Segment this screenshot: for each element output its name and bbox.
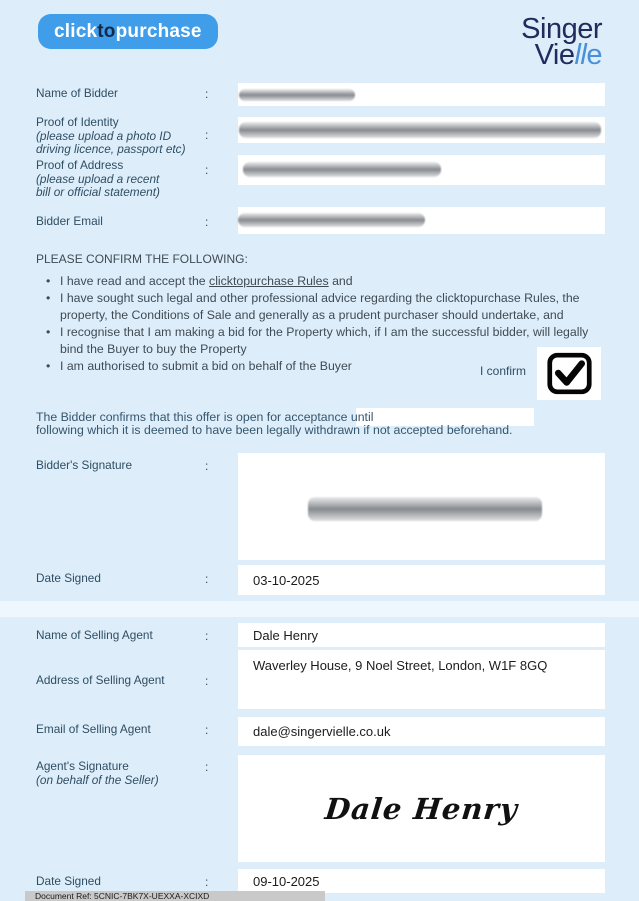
agent-name-label: Name of Selling Agent bbox=[36, 628, 153, 642]
confirm-bullet-2: • I have sought such legal and other professional advice regarding the clicktopurchase Rules, the property, the Conditions of Sale and generally as a prudent purchaser should undertake, and bbox=[46, 290, 606, 324]
agent-signature-script: Dale Henry bbox=[323, 791, 520, 826]
brand-line1: Singer bbox=[521, 13, 602, 45]
brand-line2: Vielle bbox=[534, 39, 602, 71]
date-signed-label: Date Signed bbox=[36, 571, 101, 585]
date-signed-field[interactable] bbox=[238, 565, 605, 595]
agent-date-signed-label: Date Signed bbox=[36, 874, 101, 888]
agent-date-signed-value: 09-10-2025 bbox=[253, 873, 320, 889]
proof-of-address-field[interactable] bbox=[238, 155, 605, 185]
colon: : bbox=[205, 674, 209, 688]
agent-email-label: Email of Selling Agent bbox=[36, 722, 151, 736]
section-divider-band bbox=[0, 601, 639, 617]
agent-signature-field[interactable] bbox=[238, 755, 605, 862]
acceptance-line1: The Bidder confirms that this offer is open for acceptance until bbox=[36, 410, 374, 424]
logo-text-click: click bbox=[54, 20, 98, 42]
bidder-signature-label: Bidder's Signature bbox=[36, 458, 133, 472]
identity-note-line1: (please upload a photo ID bbox=[36, 128, 172, 143]
redacted-email-value bbox=[238, 213, 425, 227]
confirm-bullet-3: • I recognise that I am making a bid for the Property which, if I am the successful bidder, will legally bind the Buyer to buy the Property bbox=[46, 324, 606, 358]
confirm-bullet-4: • I am authorised to submit a bid on behalf of the Buyer bbox=[46, 358, 606, 375]
identity-note-line2: driving licence, passport etc) bbox=[36, 142, 186, 156]
agent-email-field[interactable] bbox=[238, 717, 605, 746]
agent-signature-label: Agent's Signature (on behalf of the Seller) bbox=[36, 759, 159, 787]
colon: : bbox=[205, 760, 209, 774]
colon: : bbox=[205, 128, 209, 142]
agent-address-field[interactable] bbox=[238, 650, 605, 709]
singer-vielle-logo bbox=[521, 13, 602, 71]
agent-name-value: Dale Henry bbox=[253, 627, 319, 643]
redacted-bidder-signature bbox=[308, 497, 542, 521]
document-ref-strip bbox=[25, 891, 325, 901]
address-note-line2: bill or official statement) bbox=[36, 185, 160, 199]
logo-text-purchase: purchase bbox=[115, 20, 202, 42]
address-note-line1: (please upload a recent bbox=[36, 171, 160, 186]
date-signed-value: 03-10-2025 bbox=[253, 572, 320, 588]
agent-date-signed-field[interactable] bbox=[238, 869, 605, 893]
confirm-checkbox-checked[interactable] bbox=[546, 351, 593, 396]
confirm-checkbox-area bbox=[537, 347, 601, 400]
confirm-heading: PLEASE CONFIRM THE FOLLOWING: bbox=[36, 252, 248, 266]
agent-address-value: Waverley House, 9 Noel Street, London, W1F 8GQ bbox=[253, 658, 548, 673]
colon: : bbox=[205, 629, 209, 643]
bidder-email-field[interactable] bbox=[238, 207, 605, 234]
confirm-bullet-1: • I have read and accept the clicktopurchase Rules and bbox=[46, 273, 606, 290]
colon: : bbox=[205, 572, 209, 586]
i-confirm-label: I confirm bbox=[479, 364, 526, 378]
proof-of-address-label: Proof of Address (please upload a recent bill or official statement) bbox=[36, 158, 160, 199]
bidder-email-label: Bidder Email bbox=[36, 214, 103, 228]
document-ref-text: Document Ref: 5CNIC-7BK7X-UEXXA-XCIXD bbox=[35, 891, 210, 901]
proof-of-identity-label: Proof of Identity (please upload a photo ID driving licence, passport etc) bbox=[36, 115, 186, 156]
name-of-bidder-field[interactable] bbox=[238, 83, 605, 106]
clicktopurchase-rules-link[interactable]: clicktopurchase Rules bbox=[209, 274, 329, 288]
agent-signature-note: (on behalf of the Seller) bbox=[36, 772, 159, 787]
colon: : bbox=[205, 459, 209, 473]
logo-text-to: to bbox=[97, 20, 116, 42]
confirm-bullet-list bbox=[46, 273, 606, 375]
name-of-bidder-label: Name of Bidder bbox=[36, 86, 118, 100]
colon: : bbox=[205, 723, 209, 737]
proof-of-identity-field[interactable] bbox=[238, 117, 605, 143]
agent-email-value: dale@singervielle.co.uk bbox=[253, 724, 391, 739]
colon: : bbox=[205, 163, 209, 177]
colon: : bbox=[205, 875, 209, 889]
colon: : bbox=[205, 87, 209, 101]
redacted-name-value bbox=[239, 89, 355, 101]
clicktopurchase-logo bbox=[38, 14, 218, 49]
redacted-identity-value bbox=[239, 122, 601, 138]
redacted-address-value bbox=[243, 162, 441, 177]
agent-name-field[interactable] bbox=[238, 623, 605, 647]
colon: : bbox=[205, 215, 209, 229]
bidder-signature-field[interactable] bbox=[238, 453, 605, 560]
agent-address-label: Address of Selling Agent bbox=[36, 673, 165, 687]
acceptance-line2: following which it is deemed to have been legally withdrawn if not accepted beforehand. bbox=[36, 423, 513, 437]
